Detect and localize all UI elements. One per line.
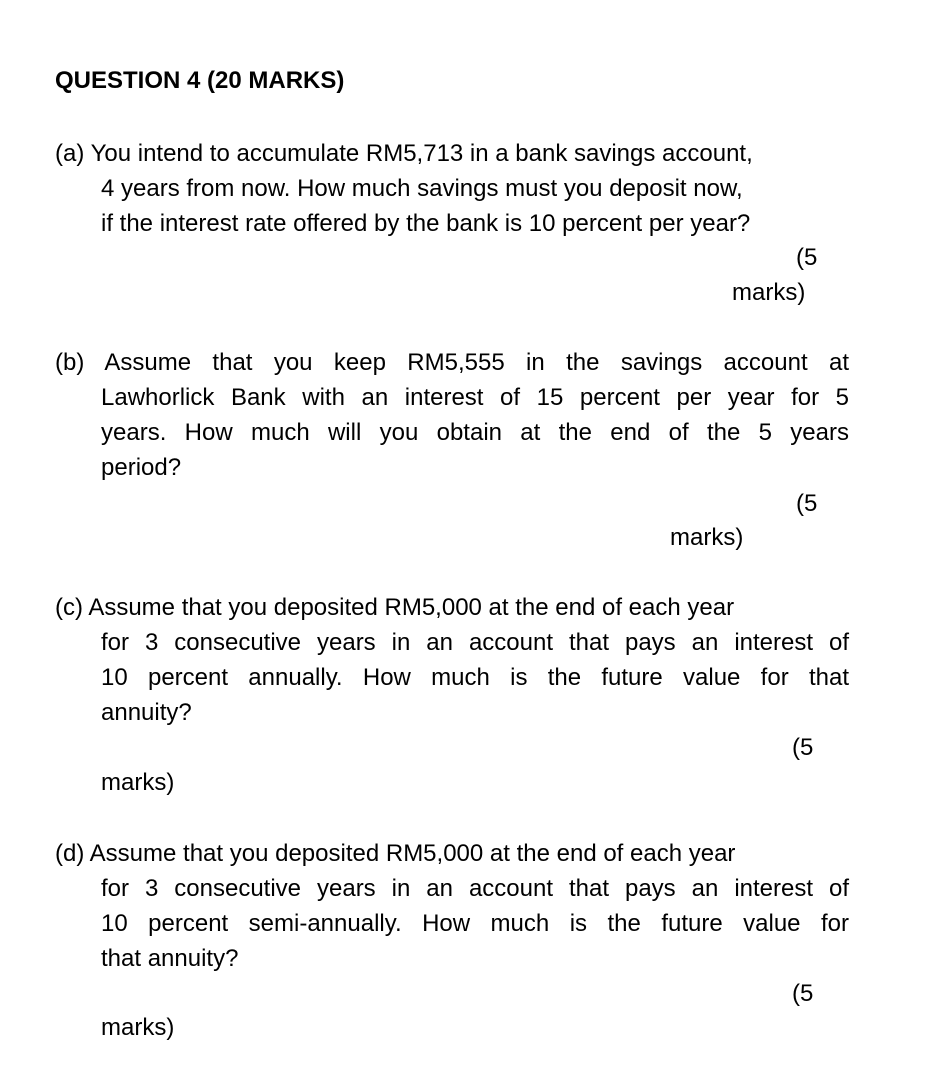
question-line: if the interest rate offered by the bank is 10 percent per year? (101, 210, 751, 237)
question-line: that annuity? (101, 945, 239, 972)
question-line: (a) You intend to accumulate RM5,713 in a bank savings account, (55, 140, 753, 167)
question-line: 10 percent annually. How much is the future value for that (101, 664, 849, 691)
question-title: QUESTION 4 (20 MARKS) (55, 67, 345, 94)
question-part-b (55, 345, 849, 485)
marks-close: marks) (732, 279, 806, 306)
question-line: for 3 consecutive years in an account that pays an interest of (101, 875, 849, 902)
marks-close: marks) (101, 769, 175, 796)
marks-close: marks) (101, 1014, 175, 1041)
question-line: for 3 consecutive years in an account that pays an interest of (101, 629, 849, 656)
question-line: 10 percent semi-annually. How much is the future value for (101, 910, 849, 937)
question-line: (c) Assume that you deposited RM5,000 at the end of each year (55, 594, 735, 621)
question-line: annuity? (101, 699, 192, 726)
question-line: years. How much will you obtain at the end of the 5 years (101, 419, 849, 446)
marks-open: (5 (792, 734, 814, 761)
question-line: (d) Assume that you deposited RM5,000 at the end of each year (55, 840, 736, 867)
marks-close: marks) (670, 524, 744, 551)
question-line: period? (101, 454, 182, 481)
question-part-a (55, 136, 849, 241)
marks-open: (5 (792, 980, 814, 1007)
marks-open: (5 (796, 490, 818, 517)
question-part-c (55, 590, 849, 730)
question-line: (b) Assume that you keep RM5,555 in the savings account at (55, 349, 849, 376)
question-part-d (55, 836, 849, 976)
question-line: Lawhorlick Bank with an interest of 15 percent per year for 5 (101, 384, 849, 411)
marks-open: (5 (796, 244, 818, 271)
question-line: 4 years from now. How much savings must you deposit now, (101, 175, 743, 202)
